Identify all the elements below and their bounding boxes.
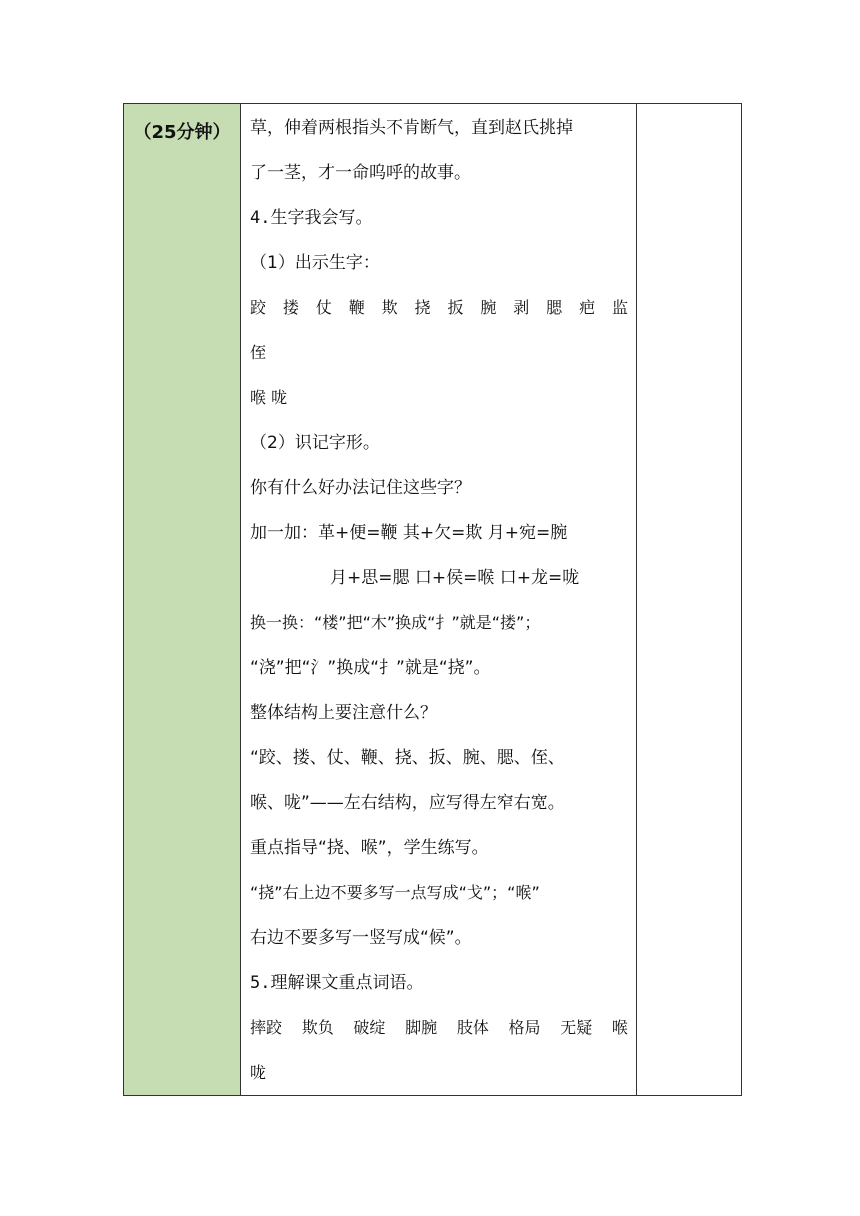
character-item: 腕 [480,298,497,317]
text-line: “跤、搂、仗、鞭、挠、扳、腕、腮、侄、 [250,748,565,768]
time-column [124,104,241,1095]
notes-column [637,104,741,1095]
new-characters-row [250,296,628,320]
word-item: 欺负 [301,1018,334,1037]
text-line: 整体结构上要注意什么？ [250,703,437,723]
text-line: 月+思=腮 口+侯=喉 口+龙=咙 [330,568,580,588]
character-item: 挠 [414,298,431,317]
character-item: 腮 [546,298,563,317]
character-item: 仗 [315,298,332,317]
word-item: 无疑 [560,1018,593,1037]
text-line: 你有什么好办法记住这些字？ [250,478,471,498]
text-line: （2）识记字形。 [250,433,380,453]
text-line: 侄 [250,343,267,362]
section-heading: 5.理解课文重点词语。 [250,973,424,993]
lesson-table [123,103,742,1096]
text-line: 喉 咙 [250,388,288,407]
text-line: （1）出示生字： [250,253,380,273]
character-item: 疤 [579,298,596,317]
text-line: 草，伸着两根指头不肯断气，直到赵氏挑掉 [250,118,573,138]
character-item: 鞭 [348,298,365,317]
word-item: 破绽 [353,1018,386,1037]
character-item: 跤 [250,298,267,317]
text-line: “浇”把“氵”换成“扌”就是“挠”。 [250,658,491,678]
text-line: 加一加：革+便=鞭 其+欠=欺 月+宛=腕 [250,523,568,543]
character-item: 监 [611,298,628,317]
content-column [241,104,637,1095]
word-item: 脚腕 [405,1018,438,1037]
character-item: 扳 [447,298,464,317]
text-line: 喉、咙”——左右结构，应写得左窄右宽。 [250,793,565,813]
text-line: 换一换：“楼”把“木”换成“扌”就是“搂”； [250,613,541,632]
word-item: 摔跤 [250,1018,283,1037]
word-item: 格局 [508,1018,541,1037]
text-line: 重点指导“挠、喉”，学生练写。 [250,838,489,858]
text-line: “挠”右上边不要多写一点写成“戈”；“喉” [250,883,540,902]
character-item: 剥 [513,298,530,317]
key-words-row [250,1016,628,1040]
text-line: 右边不要多写一竖写成“候”。 [250,928,472,948]
character-item: 欺 [381,298,398,317]
character-item: 搂 [282,298,299,317]
text-line: 咙 [250,1063,267,1082]
word-item: 肢体 [456,1018,489,1037]
text-line: 了一茎，才一命呜呼的故事。 [250,163,471,183]
time-label: （25分钟） [133,122,231,143]
word-item: 喉 [611,1018,628,1037]
section-heading: 4.生字我会写。 [250,208,373,228]
